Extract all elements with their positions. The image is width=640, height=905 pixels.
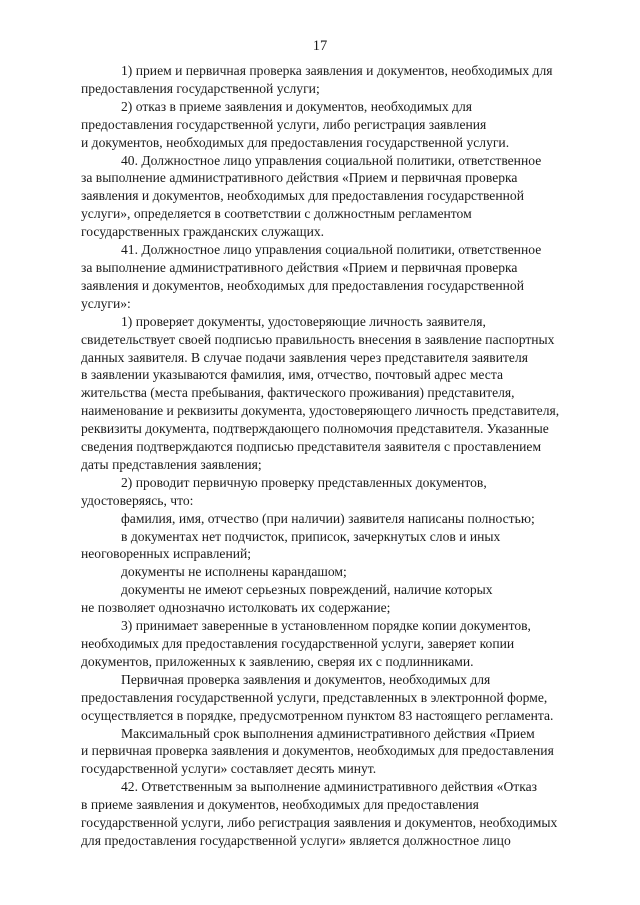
check-item-full-name: фамилия, имя, отчество (при наличии) заявителя написаны полностью; — [121, 510, 535, 526]
page-number: 17 — [312, 38, 328, 54]
paragraph-electronic-check: Первичная проверка заявления и документов, необходимых для предоставления государственной услуги, представленных в электронной форме, осуществляется в порядке, предусмотренном пунктом 83 настоящего регламента. — [81, 671, 554, 723]
paragraph-41: 41. Должностное лицо управления социальной политики, ответственное за выполнение административного действия «Прием и первичная проверка заявления и документов, необходимых для предоставления государственной услуги»: — [81, 242, 542, 311]
paragraph-item-1: 1) прием и первичная проверка заявления и документов, необходимых для предоставления государственной услуги; — [81, 63, 553, 96]
check-item-no-pencil: документы не исполнены карандашом; — [121, 564, 347, 580]
paragraph-41-item-2: 2) проводит первичную проверку представленных документов, удостоверяясь, что: — [81, 474, 487, 508]
paragraph-item-2: 2) отказ в приеме заявления и документов, необходимых для предоставления государственной услуги, либо регистрация заявления и документов, необходимых для предоставления государственной услуги. — [81, 98, 510, 150]
paragraph-max-duration: Максимальный срок выполнения административного действия «Прием и первичная проверка заявления и документов, необходимых для предоставления государственной услуги» составляет десять минут. — [81, 725, 554, 777]
document-body — [81, 62, 614, 850]
check-item-no-corrections: в документах нет подчисток, приписок, зачеркнутых слов и иных неоговоренных исправлений; — [81, 528, 501, 562]
paragraph-41-item-1: 1) проверяет документы, удостоверяющие личность заявителя, свидетельствует своей подписью правильность внесения в заявление паспортных данных заявителя. В случае подачи заявления через представителя заявителя в заявлении указываются фамилия, имя, отчество, почтовый адрес места жительства (места пребывания, фактического проживания) представителя, наименование и реквизиты документа, удостоверяющего личность представителя, реквизиты документа, подтверждающего полномочия представителя. Указанные сведения подтверждаются подписью представителя заявителя с проставлением даты представления заявления; — [81, 313, 560, 472]
paragraph-41-item-3: 3) принимает заверенные в установленном порядке копии документов, необходимых для предоставления государственной услуги, заверяет копии документов, приложенных к заявлению, сверяя их с подлинниками. — [81, 618, 531, 669]
check-item-no-damage: документы не имеют серьезных повреждений, наличие которых не позволяет однозначно истолковать их содержание; — [81, 582, 493, 616]
paragraph-40: 40. Должностное лицо управления социальной политики, ответственное за выполнение административного действия «Прием и первичная проверка заявления и документов, необходимых для предоставления государственной услуги», определяется в соответствии с должностным регламентом государственных гражданских служащих. — [81, 152, 542, 240]
paragraph-42: 42. Ответственным за выполнение административного действия «Отказ в приеме заявления и документов, необходимых для предоставления государственной услуги, либо регистрация заявления и документов, необходимых для предоставления государственной услуги» является должностное лицо — [81, 779, 558, 848]
